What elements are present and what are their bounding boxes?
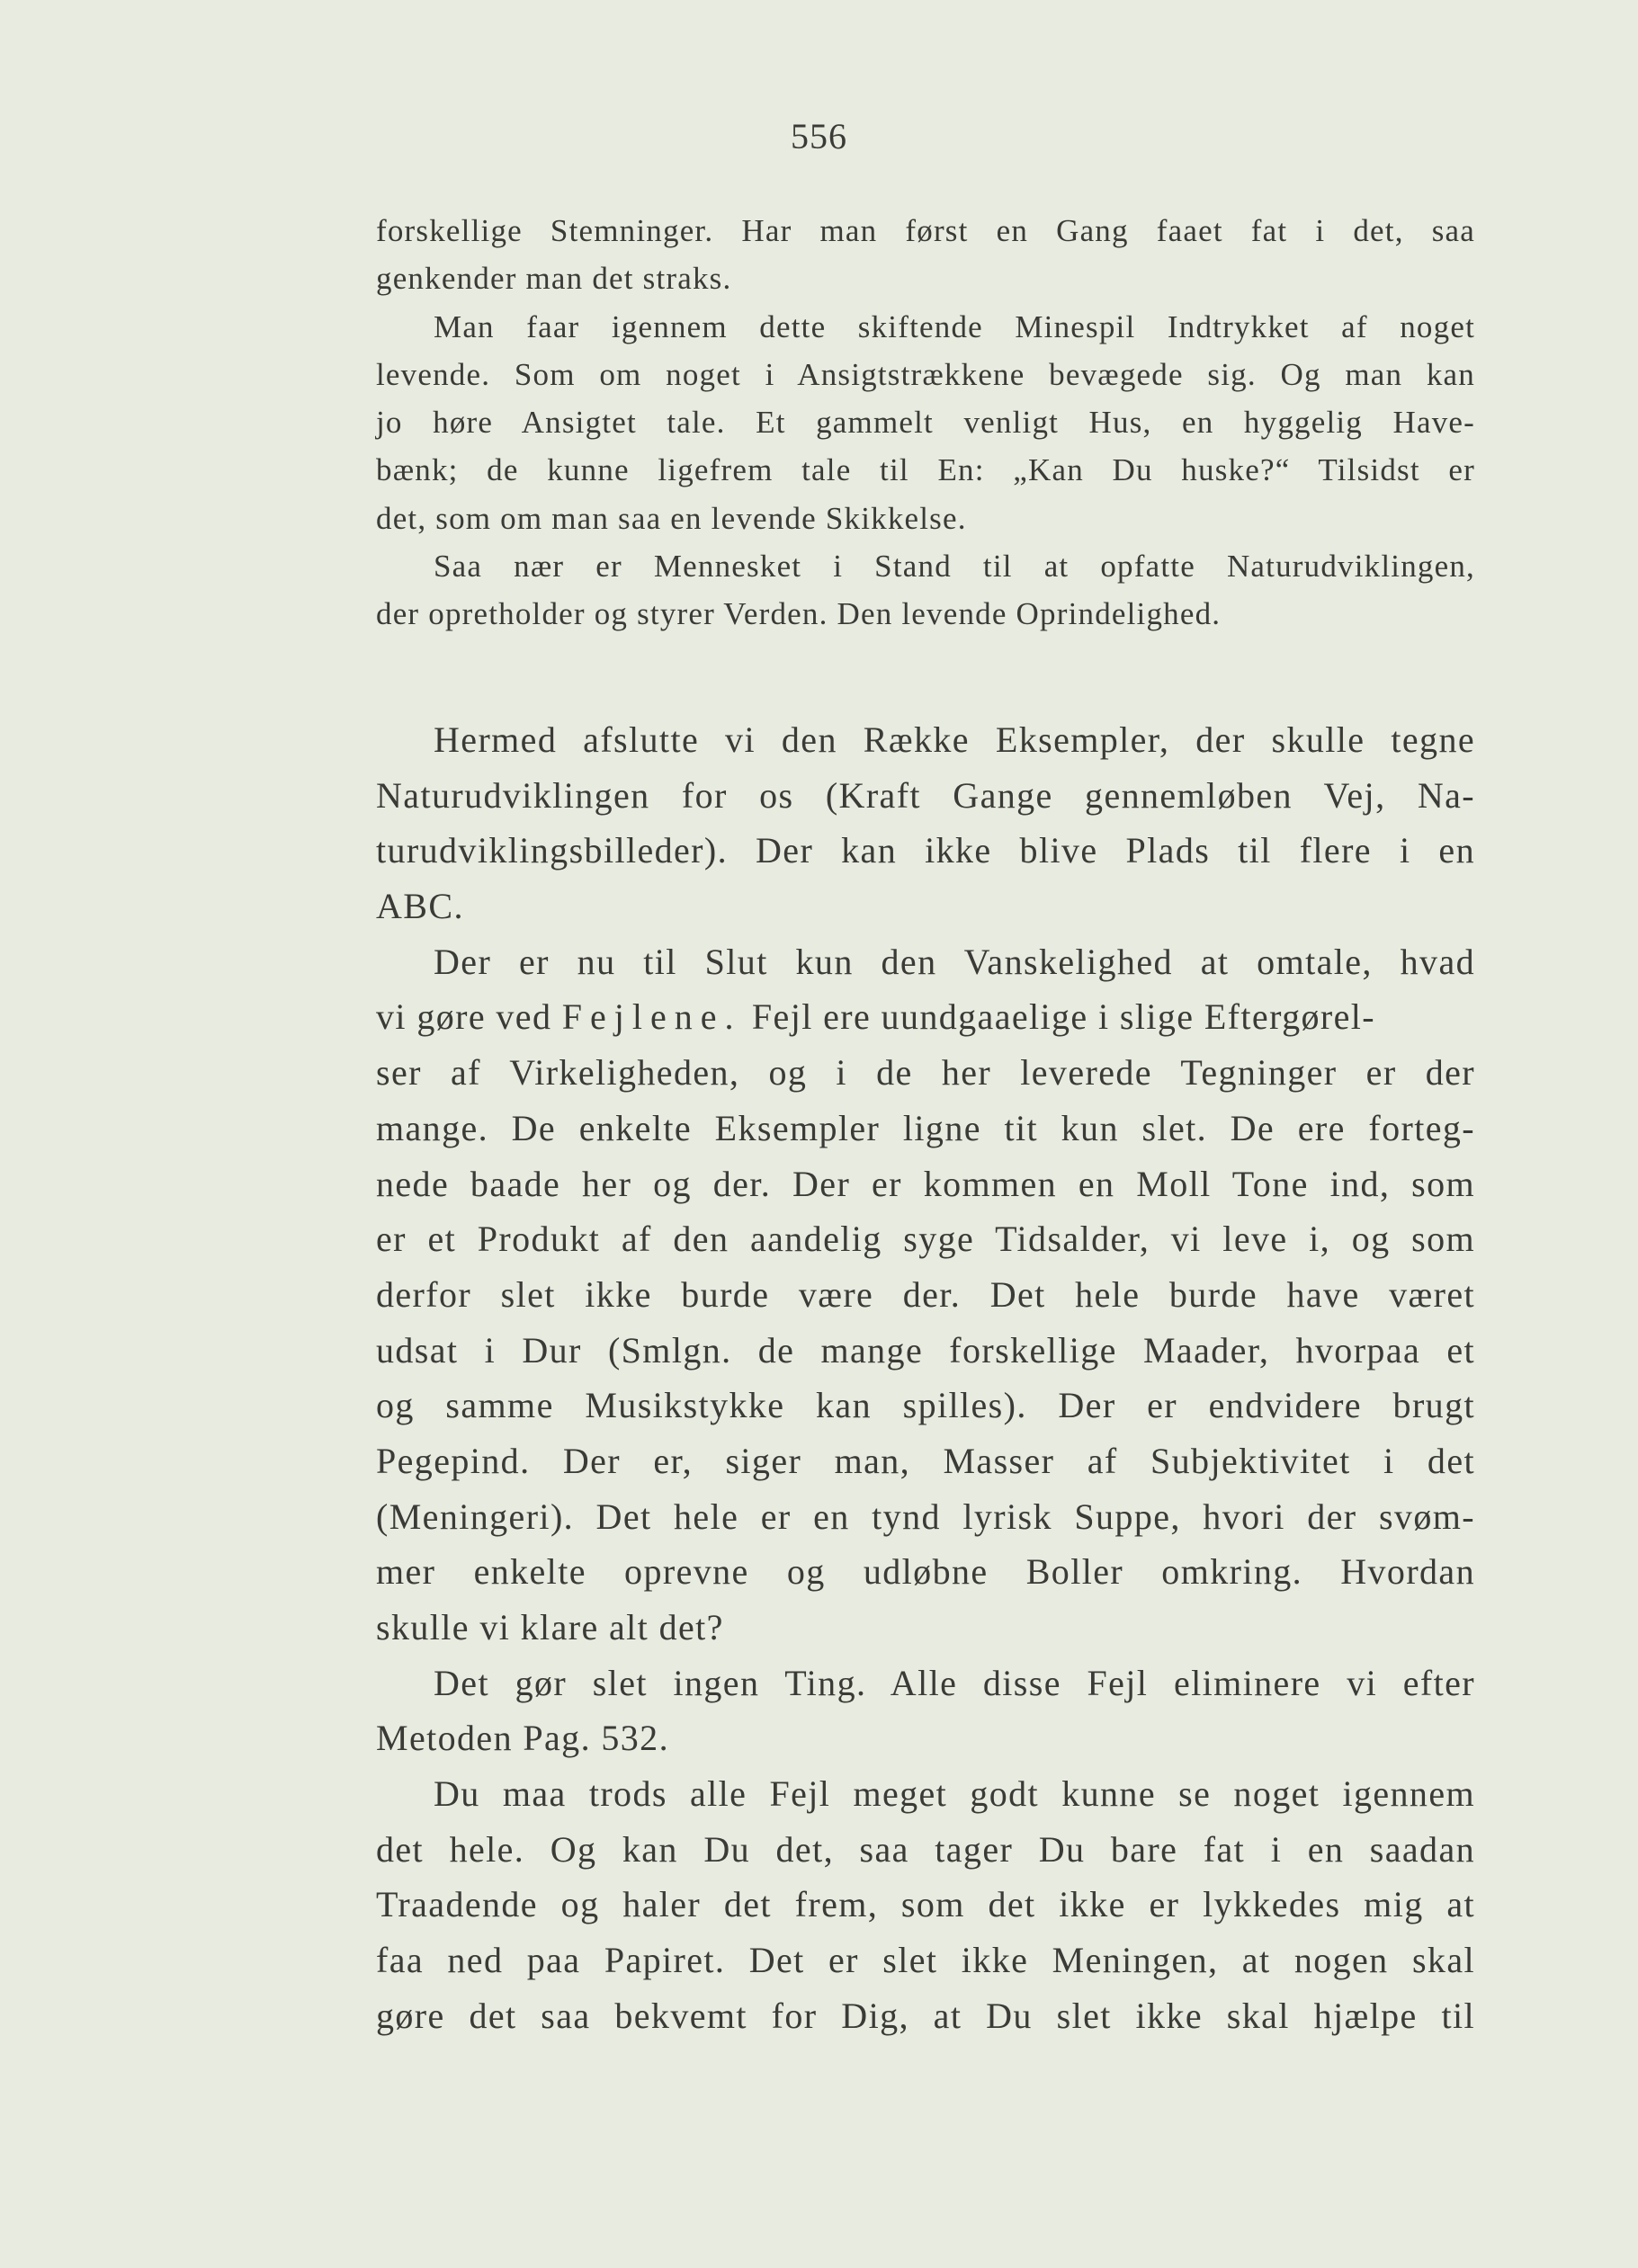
emphasis-spaced-word: Fejlene. [561,996,742,1038]
text-line: Saa nær er Mennesket i Stand til at opfatte Naturudviklingen, [434,549,1475,585]
text-line: faa ned paa Papiret. Det er slet ikke Meningen, at nogen skal [376,1940,1475,1981]
text-line: Det gør slet ingen Ting. Alle disse Fejl eliminere vi efter [434,1662,1475,1703]
text-line: nede baade her og der. Der er kommen en Moll Tone ind, som [376,1163,1475,1204]
text-line: ser af Virkeligheden, og i de her leverede Tegninger er der [376,1052,1475,1094]
text-fragment: Fejl ere uundgaaelige i slige Eftergørel- [751,996,1375,1038]
text-line: jo høre Ansigtet tale. Et gammelt venligt Hus, en hyggelig Have- [376,405,1475,441]
text-line: skulle vi klare alt det? [376,1607,724,1647]
text-line: det hele. Og kan Du det, saa tager Du bare fat i en saadan [376,1828,1475,1870]
text-line: det, som om man saa en levende Skikkelse. [376,500,967,536]
text-line: Man faar igennem dette skiftende Minespil Indtrykket af noget [434,308,1475,344]
text-line [376,989,1475,1045]
text-block-lower [376,712,1475,2044]
text-line: ABC. [376,886,464,927]
text-line: gøre det saa bekvemt for Dig, at Du slet ikke skal hjælpe til [376,1995,1475,2036]
text-line: Hermed afslutte vi den Række Eksempler, der skulle tegne [434,719,1475,760]
text-line: genkender man det straks. [376,261,732,297]
text-line: turudviklingsbilleder). Der kan ikke blive Plads til flere i en [376,830,1475,871]
text-fragment: vi gøre ved [376,996,552,1038]
text-line: mer enkelte oprevne og udløbne Boller omkring. Hvordan [376,1551,1475,1593]
text-line: er et Produkt af den aandelig syge Tidsalder, vi leve i, og som [376,1219,1475,1260]
text-line: forskellige Stemninger. Har man først en Gang faaet fat i det, saa [376,213,1475,248]
text-line: bænk; de kunne ligefrem tale til En: „Kan Du huske?“ Tilsidst er [376,452,1475,488]
text-line: mange. De enkelte Eksempler ligne tit kun slet. De ere forteg- [376,1107,1475,1148]
text-block-upper [376,207,1475,638]
text-line: Du maa trods alle Fejl meget godt kunne se noget igennem [434,1773,1475,1815]
text-line: Traadende og haler det frem, som det ikke er lykkedes mig at [376,1884,1475,1925]
text-line: (Meningeri). Det hele er en tynd lyrisk Suppe, hvori der svøm- [376,1496,1475,1537]
text-line: Pegepind. Der er, siger man, Masser af Subjektivitet i det [376,1440,1475,1481]
text-line: levende. Som om noget i Ansigtstrækkene bevægede sig. Og man kan [376,356,1475,392]
text-line: og samme Musikstykke kan spilles). Der er endvidere brugt [376,1385,1475,1426]
text-line: Naturudviklingen for os (Kraft Gange gennemløben Vej, Na- [376,774,1475,816]
text-line: derfor slet ikke burde være der. Det hele burde have været [376,1273,1475,1315]
text-line: udsat i Dur (Smlgn. de mange forskellige Maader, hvorpaa et [376,1329,1475,1371]
page-number: 556 [791,116,847,156]
text-line: Metoden Pag. 532. [376,1718,669,1759]
text-line: der opretholder og styrer Verden. Den levende Oprindelighed. [376,596,1222,632]
text-line: Der er nu til Slut kun den Vanskelighed at omtale, hvad [434,941,1475,982]
